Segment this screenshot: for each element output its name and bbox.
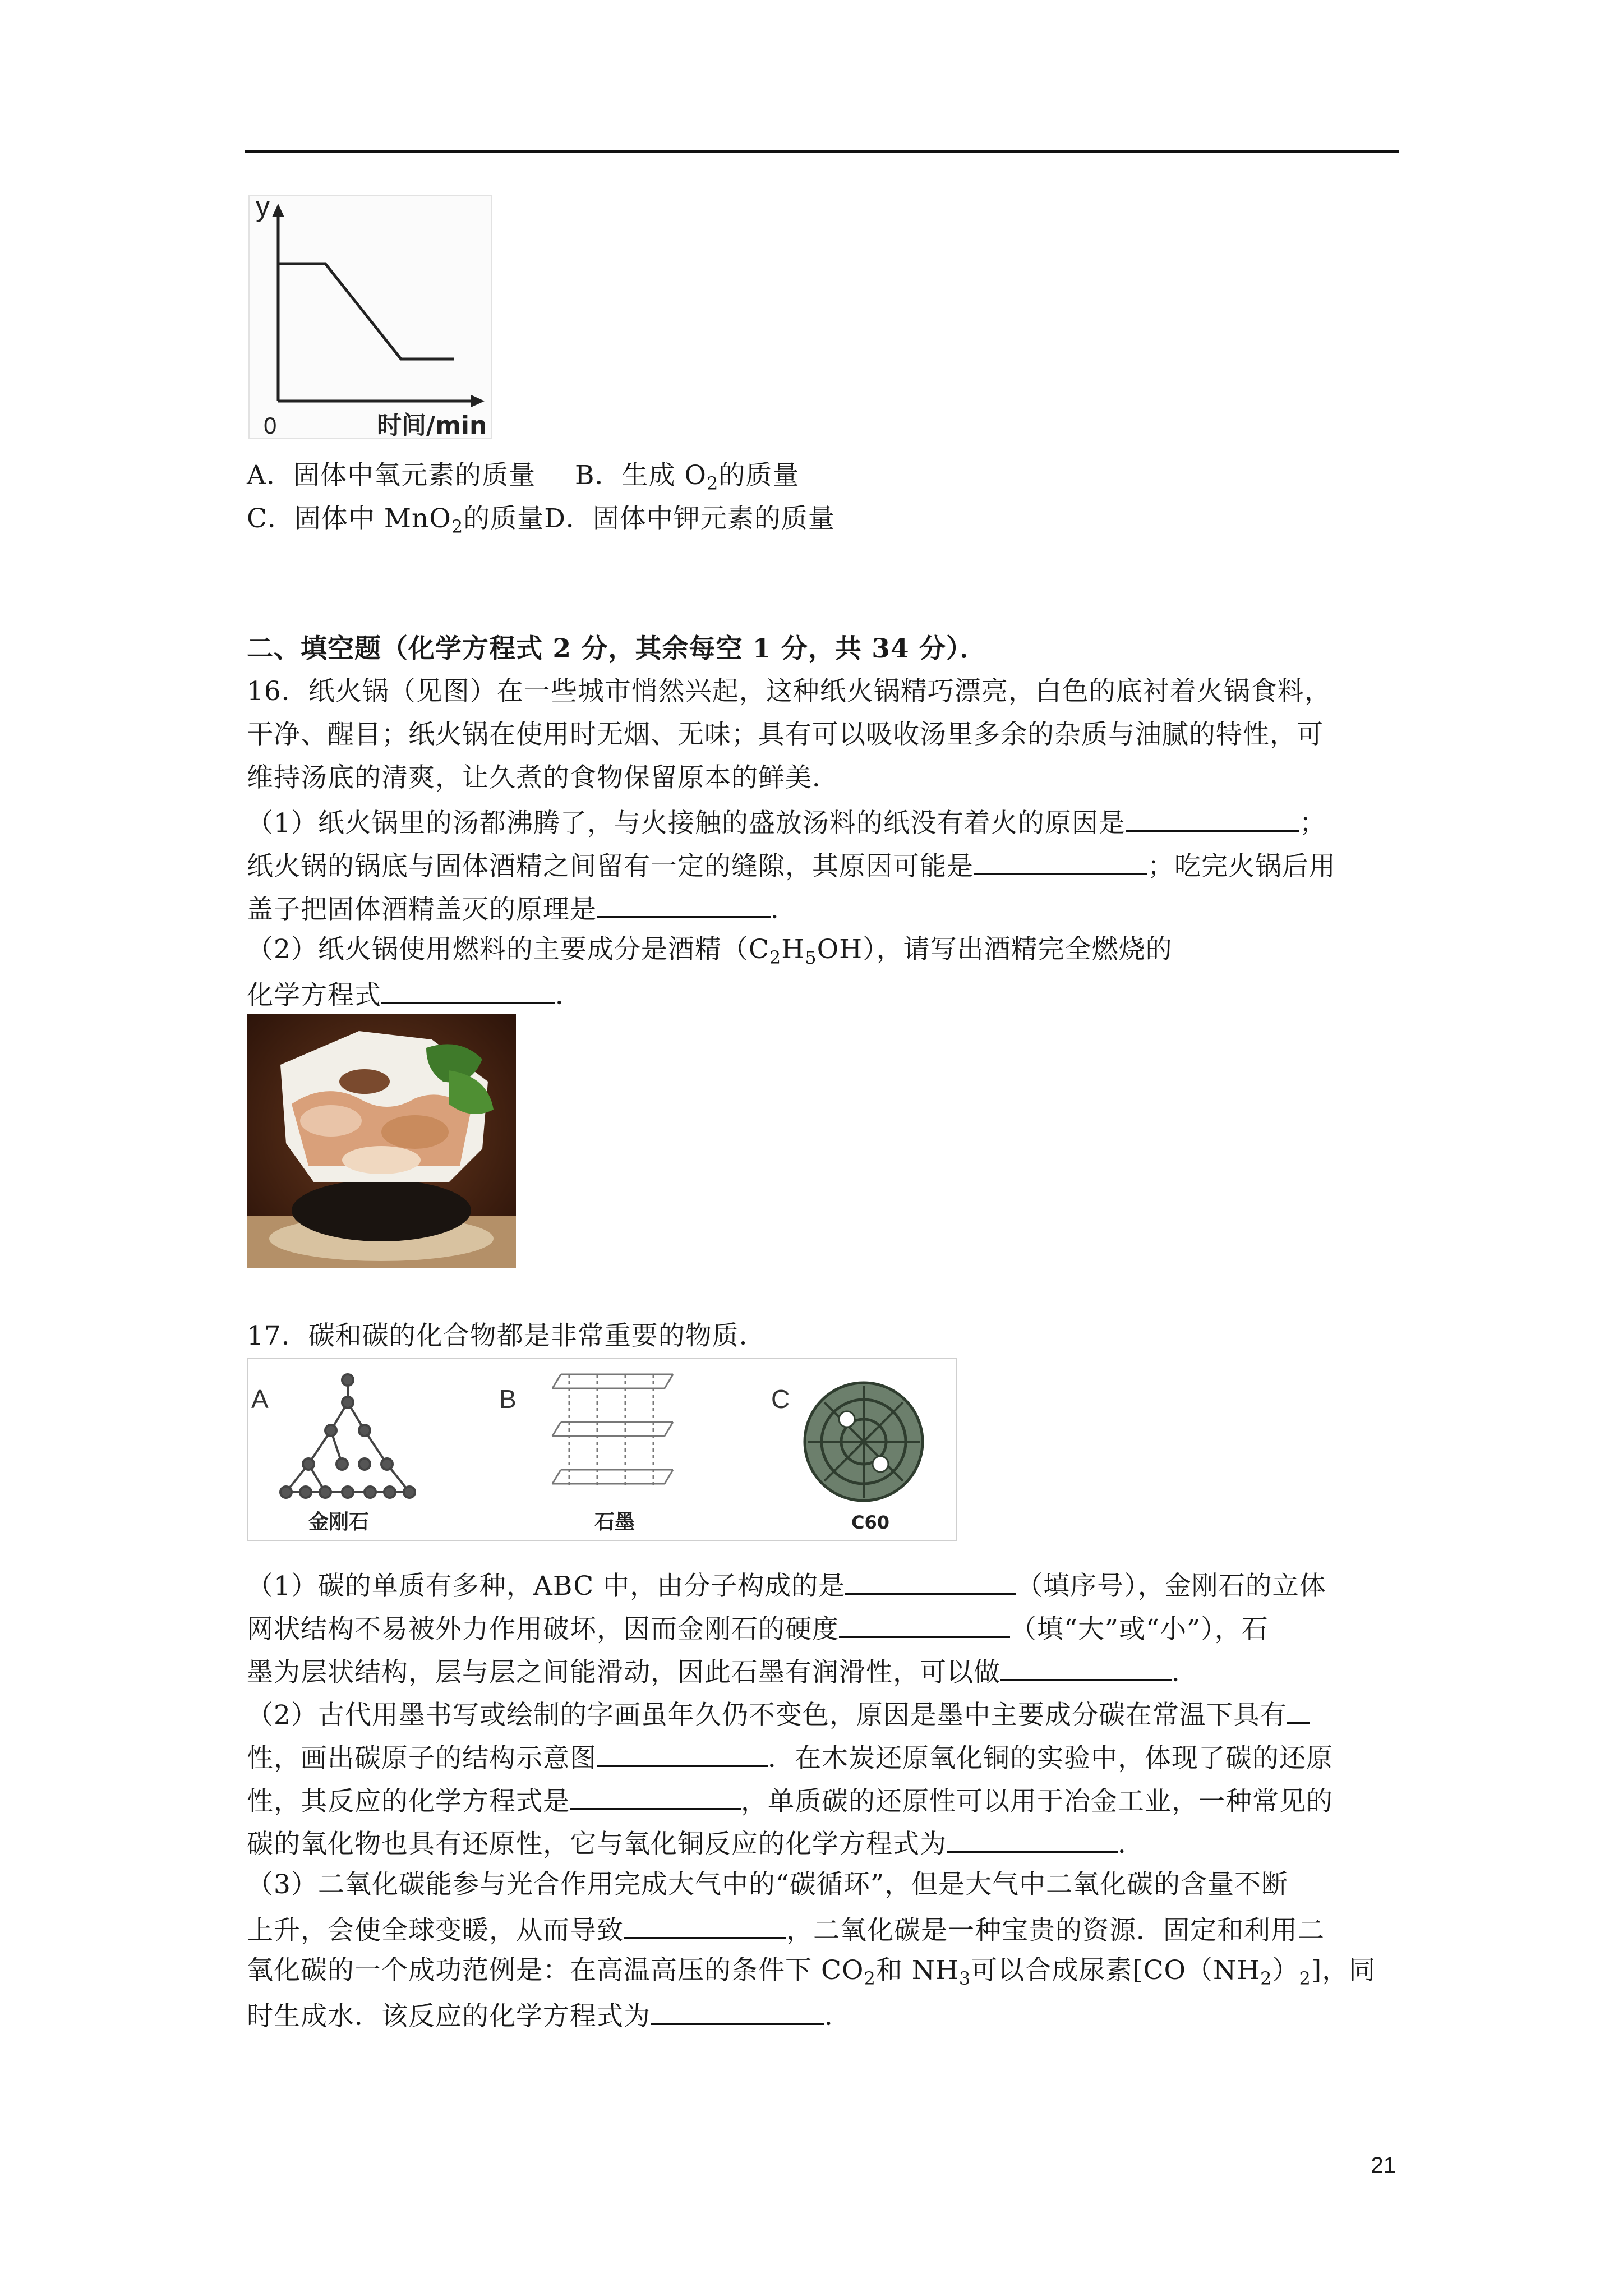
- section-heading: 二、填空题（化学方程式 2 分，其余每空 1 分，共 34 分）．: [247, 633, 987, 664]
- caption-graphite: 石墨: [594, 1511, 635, 1534]
- x-axis-label: 时间/min: [377, 411, 487, 440]
- q17-intro: 17．碳和碳的化合物都是非常重要的物质．: [247, 1320, 766, 1351]
- page-number: 21: [1371, 2153, 1396, 2178]
- q17-part3-line4: 时生成水．该反应的化学方程式为 ．: [247, 1997, 851, 2033]
- q16-part1-line3: 盖子把固体酒精盖灭的原理是 ．: [247, 890, 797, 927]
- header-rule: [245, 150, 1399, 153]
- option-b: B．生成 $O_2$的质量: [574, 460, 800, 494]
- q17-part3-line2: 上升，会使全球变暖，从而导致 ，二氧化碳是一种宝贵的资源．固定和利用二: [247, 1911, 1325, 1948]
- option-d: D．固体中钾元素的质量: [544, 503, 835, 534]
- answer-blank[interactable]: [947, 1825, 1118, 1853]
- caption-c60: C60: [851, 1512, 890, 1533]
- caption-diamond: 金刚石: [308, 1511, 370, 1534]
- answer-blank[interactable]: [570, 1782, 741, 1810]
- figure-label-a: A: [251, 1384, 269, 1414]
- answer-blank[interactable]: [974, 847, 1147, 875]
- answer-blank[interactable]: [597, 890, 771, 918]
- answer-blank[interactable]: [1000, 1653, 1172, 1681]
- option-a: A．固体中氧元素的质量: [247, 460, 536, 491]
- carbon-allotropes-figure: [247, 1358, 957, 1541]
- option-a-b: [247, 459, 799, 500]
- answer-blank[interactable]: [839, 1610, 1010, 1638]
- q17-part2-line3: 性，其反应的化学方程式是 ，单质碳的还原性可以用于冶金工业，一种常见的: [247, 1782, 1333, 1819]
- q16-line-1: 16．纸火锅（见图）在一些城市悄然兴起，这种纸火锅精巧漂亮，白色的底衬着火锅食料，: [247, 676, 1331, 707]
- q17-part2-line4: 碳的氧化物也具有还原性，它与氧化铜反应的化学方程式为 ．: [247, 1825, 1145, 1861]
- q17-part2-line2: 性，画出碳原子的结构示意图 ．在木炭还原氧化铜的实验中，体现了碳的还原: [247, 1739, 1333, 1775]
- q16-line-3: 维持汤底的清爽，让久煮的食物保留原本的鲜美．: [247, 762, 839, 793]
- option-c-d: [247, 502, 835, 544]
- q16-line-2: 干净、醒目；纸火锅在使用时无烟、无味；具有可以吸收汤里多余的杂质与油腻的特性，可: [247, 719, 1324, 750]
- answer-blank[interactable]: [651, 1997, 824, 2025]
- line-graph: [247, 194, 494, 440]
- q17-part1-line3: 墨为层状结构，层与层之间能滑动，因此石墨有润滑性，可以做 ．: [247, 1653, 1198, 1690]
- answer-blank[interactable]: [845, 1567, 1016, 1595]
- answer-blank[interactable]: [624, 1911, 786, 1939]
- paper-hotpot-photo: [247, 1014, 516, 1268]
- y-axis-label: y: [256, 194, 270, 222]
- option-c: C．固体中 MnO$_2$的质量: [247, 503, 545, 537]
- answer-blank[interactable]: [381, 976, 555, 1004]
- origin-label: 0: [264, 412, 277, 439]
- q16-part2-line2: 化学方程式 ．: [247, 976, 582, 1013]
- answer-blank[interactable]: [597, 1739, 768, 1767]
- answer-blank[interactable]: [1287, 1696, 1310, 1724]
- q16-part1-line2: 纸火锅的锅底与固体酒精之间留有一定的缝隙，其原因可能是 ；吃完火锅后用: [247, 847, 1336, 884]
- q17-part3-line3: 氧化碳的一个成功范例是：在高温高压的条件下 $CO_2$和 $NH_3$可以合成尿素$[CO(NH_2)_2]$，同: [247, 1955, 1376, 1989]
- figure-label-c: C: [771, 1384, 790, 1414]
- q16-part2-line1: （2）纸火锅使用燃料的主要成分是酒精$(C_2H_5OH)$，请写出酒精完全燃烧的: [247, 934, 1173, 968]
- q17-part2-line1: （2）古代用墨书写或绘制的字画虽年久仍不变色，原因是墨中主要成分碳在常温下具有: [247, 1696, 1310, 1732]
- q17-part1-line1: （1）碳的单质有多种，ABC 中，由分子构成的是 （填序号），金刚石的立体: [247, 1567, 1326, 1603]
- answer-blank[interactable]: [1126, 804, 1299, 832]
- q16-part1-line1: （1）纸火锅里的汤都沸腾了，与火接触的盛放汤料的纸没有着火的原因是 ；: [247, 804, 1326, 840]
- figure-label-b: B: [499, 1384, 517, 1414]
- q17-part1-line2: 网状结构不易被外力作用破坏，因而金刚石的硬度 （填“大”或“小”），石: [247, 1610, 1269, 1646]
- c60-structure: [805, 1383, 923, 1501]
- q17-part3-line1: （3）二氧化碳能参与光合作用完成大气中的“碳循环”，但是大气中二氧化碳的含量不断: [247, 1869, 1288, 1900]
